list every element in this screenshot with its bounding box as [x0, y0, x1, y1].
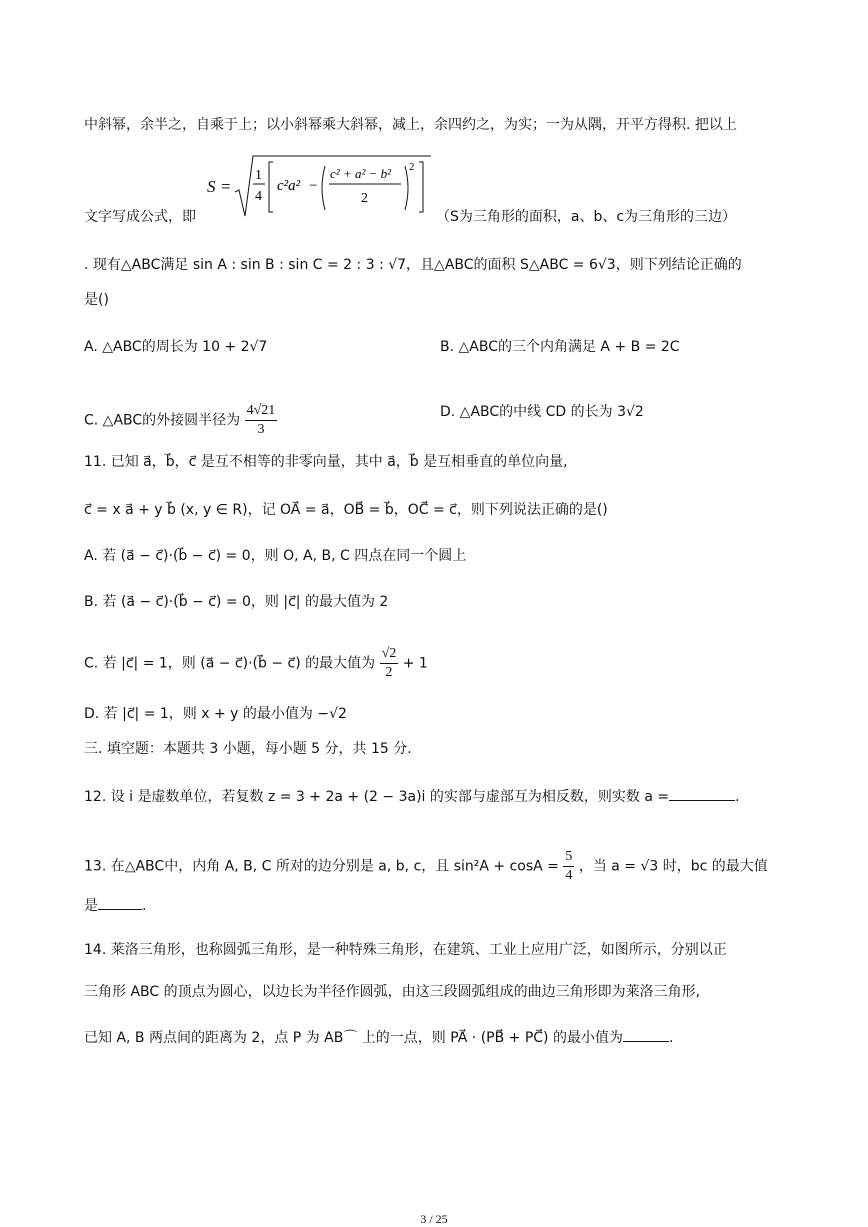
q11-option-b: B. 若 (a⃗ − c⃗)·(b⃗ − c⃗) = 0，则 |c⃗| 的最大值为 2 [84, 594, 389, 610]
fraction: $\frac{4√21}{3}$ [246, 403, 276, 437]
answer-blank [98, 895, 142, 910]
question-12: 12. 设 i 是虚数单位，若复数 z = 3 + 2a + (2 − 3a)i 的实部与虚部互为相反数，则实数 a = . [84, 786, 740, 807]
text-line: 是() [84, 292, 109, 308]
svg-text:4: 4 [255, 189, 262, 204]
question-11-line2: c⃗ = x a⃗ + y b⃗ (x, y ∈ R)，记 OA⃗ = a⃗，OB⃗ = b⃗，OC⃗ = c⃗，则下列说法正确的是() [84, 502, 608, 518]
question-11-line1: 11. 已知 a⃗，b⃗，c⃗ 是互不相等的非零向量，其中 a⃗，b⃗ 是互相垂直的单位向量, [84, 454, 568, 470]
svg-text:S: S [207, 177, 216, 196]
text-line: （S为三角形的面积，a、b、c为三角形的三边） [436, 209, 737, 225]
fraction: $\frac{√2}{2}$ [381, 646, 397, 680]
option-a: A. △ABC的周长为 10 + 2√7 [84, 339, 268, 355]
page-number: 3 / 25 [420, 1212, 448, 1226]
svg-text:2: 2 [361, 191, 368, 206]
heron-formula [205, 152, 435, 222]
question-13-line2: 是 . [84, 895, 146, 916]
text-line: 中斜幂，余半之，自乘于上；以小斜幂乘大斜幂，减上，余四约之，为实；一为从隅，开平方得积. 把以上 [84, 117, 737, 133]
option-c: C. △ABC的外接圆半径为 $\frac{4√21}{3}$ [84, 403, 276, 437]
question-14-line2: 三角形 ABC 的顶点为圆心，以边长为半径作圆弧，由这三段圆弧组成的曲边三角形即为莱洛三角形, [84, 984, 701, 1000]
svg-text:c² + a² − b²: c² + a² − b² [330, 166, 392, 181]
answer-blank [623, 1027, 669, 1042]
answer-blank [669, 786, 735, 801]
text-line: 文字写成公式，即 [84, 209, 196, 225]
question-14-line3: 已知 A, B 两点间的距离为 2，点 P 为 AB⌒ 上的一点，则 PA⃗ · (PB⃗ + PC⃗) 的最小值为 . [84, 1027, 673, 1048]
option-b: B. △ABC的三个内角满足 A + B = 2C [440, 339, 680, 355]
text-line: . 现有△ABC满足 sin A : sin B : sin C = 2 : 3 : √7，且△ABC的面积 S△ABC = 6√3，则下列结论正确的 [84, 257, 742, 273]
svg-text:1: 1 [255, 168, 262, 183]
svg-text:−: − [309, 178, 318, 194]
option-d: D. △ABC的中线 CD 的长为 3√2 [440, 404, 644, 420]
question-14-line1: 14. 莱洛三角形，也称圆弧三角形，是一种特殊三角形，在建筑、工业上应用广泛，如图所示，分别以正 [84, 942, 727, 958]
svg-text:c²a²: c²a² [277, 178, 301, 194]
question-13: 13. 在△ABC中，内角 A, B, C 所对的边分别是 a, b, c，且 sin²A + cosA = $\frac{5}{4}$ ，当 a = √3 时，bc 的最大值 [84, 849, 768, 883]
q11-option-a: A. 若 (a⃗ − c⃗)·(b⃗ − c⃗) = 0，则 O, A, B, C 四点在同一个圆上 [84, 548, 467, 564]
section-heading: 三. 填空题：本题共 3 小题，每小题 5 分，共 15 分. [84, 741, 412, 757]
svg-text:2: 2 [409, 161, 415, 173]
q11-option-c: C. 若 |c⃗| = 1，则 (a⃗ − c⃗)·(b⃗ − c⃗) 的最大值为 $\frac{√2}{2}$ + 1 [84, 646, 428, 680]
svg-text:=: = [221, 177, 231, 196]
fraction: $\frac{5}{4}$ [565, 849, 573, 883]
q11-option-d: D. 若 |c⃗| = 1，则 x + y 的最小值为 −√2 [84, 706, 347, 722]
